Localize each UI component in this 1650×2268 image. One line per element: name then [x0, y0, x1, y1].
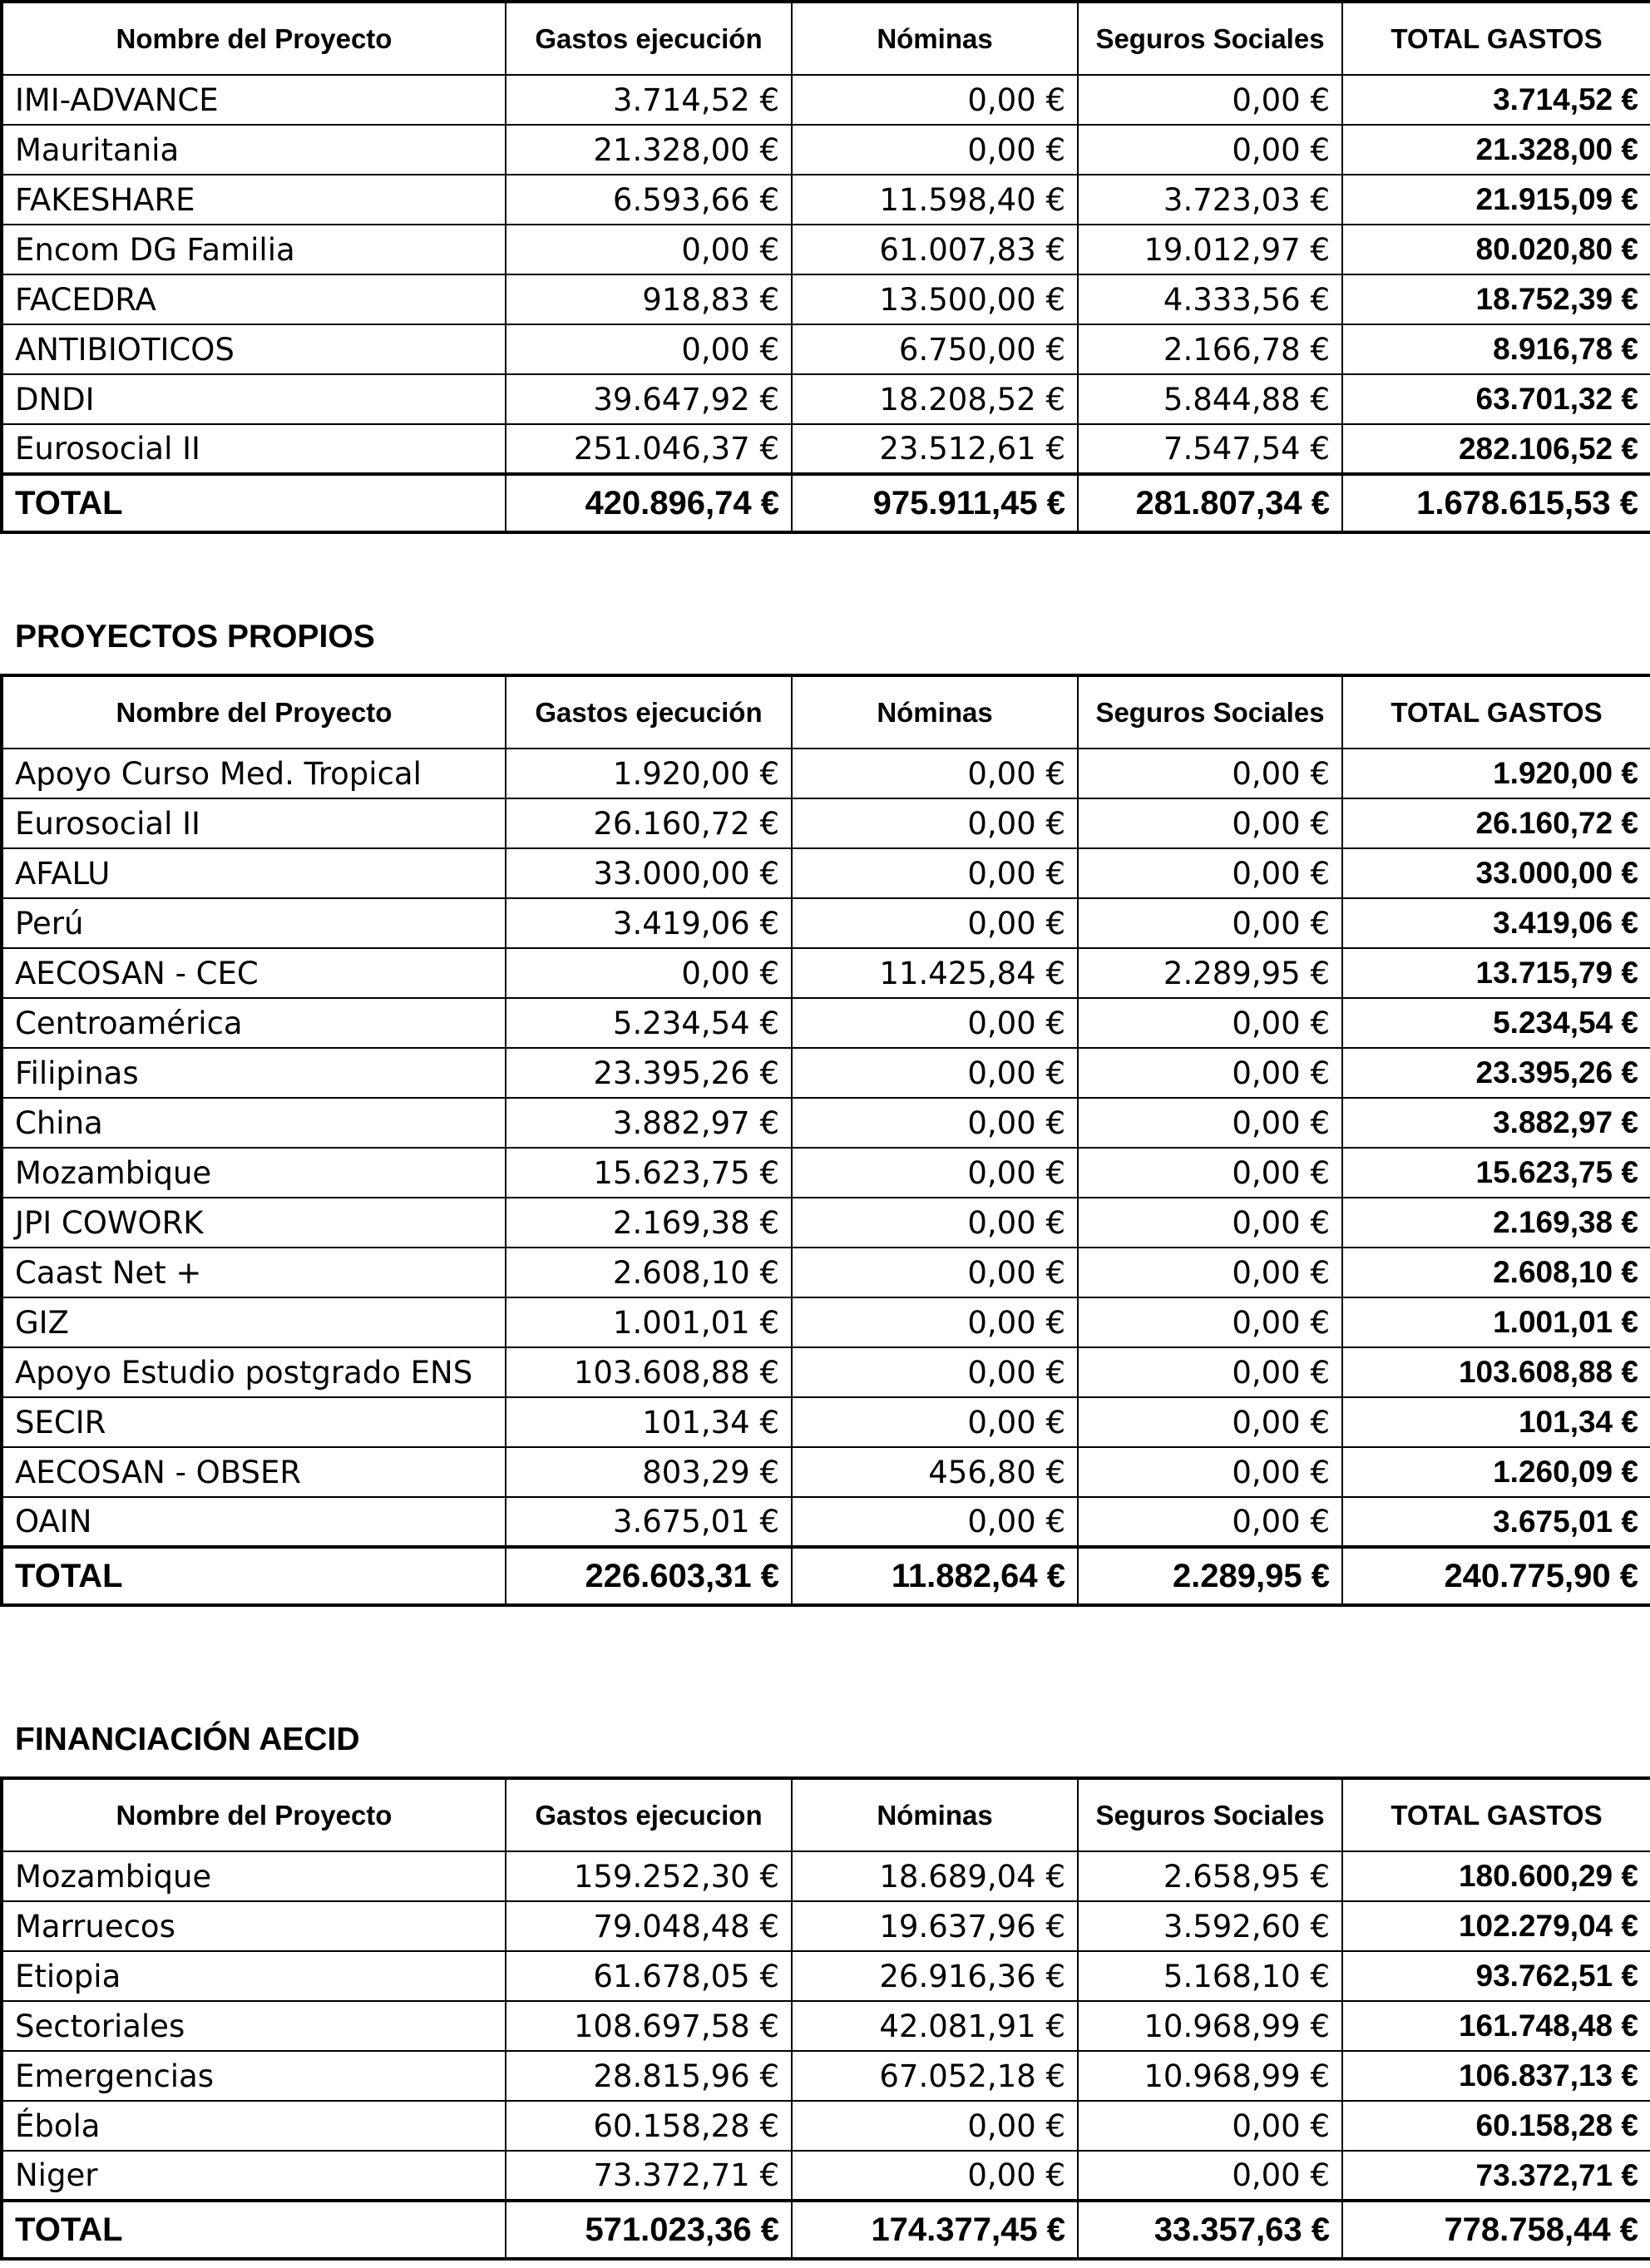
- table-row: [2, 1901, 1650, 1951]
- cell-nombre: Perú: [2, 898, 506, 948]
- header-seguros-sociales: Seguros Sociales: [1078, 1778, 1342, 1851]
- cell-nominas: 61.007,83 €: [792, 225, 1078, 274]
- cell-nominas: 19.637,96 €: [792, 1901, 1078, 1951]
- cell-seguros-sociales: 4.333,56 €: [1078, 274, 1342, 324]
- cell-gastos-ejecucion: 5.234,54 €: [506, 998, 792, 1048]
- section-title-proyectos-propios: PROYECTOS PROPIOS: [15, 619, 375, 655]
- table-row: [2, 274, 1650, 324]
- cell-gastos-ejecucion: 159.252,30 €: [506, 1851, 792, 1901]
- cell-total-gastos: 60.158,28 €: [1342, 2101, 1650, 2151]
- cell-nominas: 0,00 €: [792, 1347, 1078, 1397]
- table-row: [2, 2001, 1650, 2051]
- cell-gastos-ejecucion: 918,83 €: [506, 274, 792, 324]
- cell-total-gastos: 80.020,80 €: [1342, 225, 1650, 274]
- cell-nombre: Mauritania: [2, 125, 506, 175]
- cell-nominas: 0,00 €: [792, 1297, 1078, 1347]
- cell-seguros-sociales: 2.658,95 €: [1078, 1851, 1342, 1901]
- cell-gastos-ejecucion: 26.160,72 €: [506, 798, 792, 848]
- cell-total-gastos: 161.748,48 €: [1342, 2001, 1650, 2051]
- table-row: [2, 374, 1650, 424]
- cell-gastos-ejecucion: 803,29 €: [506, 1447, 792, 1497]
- cell-seguros-sociales: 0,00 €: [1078, 1447, 1342, 1497]
- cell-seguros-sociales: 3.723,03 €: [1078, 175, 1342, 225]
- cell-nombre: Encom DG Familia: [2, 225, 506, 274]
- table-row: [2, 898, 1650, 948]
- cell-nominas: 18.689,04 €: [792, 1851, 1078, 1901]
- cell-gastos-ejecucion: 33.000,00 €: [506, 848, 792, 898]
- table-row: [2, 749, 1650, 798]
- cell-nombre: Apoyo Estudio postgrado ENS: [2, 1347, 506, 1397]
- cell-total-gastos: 93.762,51 €: [1342, 1951, 1650, 2001]
- table-header-row: [2, 2, 1650, 75]
- cell-gastos-ejecucion: 60.158,28 €: [506, 2101, 792, 2151]
- cell-total-gastos: 3.882,97 €: [1342, 1098, 1650, 1148]
- header-gastos-ejecucion: Gastos ejecucion: [506, 1778, 792, 1851]
- header-seguros-sociales: Seguros Sociales: [1078, 2, 1342, 75]
- table-proyectos-propios: [0, 674, 1650, 1607]
- cell-seguros-sociales: 0,00 €: [1078, 749, 1342, 798]
- cell-nominas: 0,00 €: [792, 1198, 1078, 1248]
- cell-nominas: 18.208,52 €: [792, 374, 1078, 424]
- cell-total-gastos: 106.837,13 €: [1342, 2051, 1650, 2101]
- cell-nombre: IMI-ADVANCE: [2, 75, 506, 125]
- cell-nominas: 0,00 €: [792, 2101, 1078, 2151]
- table-row: [2, 998, 1650, 1048]
- table-row: [2, 1397, 1650, 1447]
- table-row: [2, 1048, 1650, 1098]
- header-nominas: Nóminas: [792, 675, 1078, 749]
- total-total-gastos: 1.678.615,53 €: [1342, 474, 1650, 532]
- cell-nombre: Niger: [2, 2151, 506, 2201]
- total-row: [2, 474, 1650, 532]
- total-row: [2, 2201, 1650, 2259]
- cell-nombre: FAKESHARE: [2, 175, 506, 225]
- cell-gastos-ejecucion: 73.372,71 €: [506, 2151, 792, 2201]
- header-nombre: Nombre del Proyecto: [2, 1778, 506, 1851]
- table-row: [2, 798, 1650, 848]
- cell-total-gastos: 3.419,06 €: [1342, 898, 1650, 948]
- cell-gastos-ejecucion: 39.647,92 €: [506, 374, 792, 424]
- cell-nombre: DNDI: [2, 374, 506, 424]
- cell-seguros-sociales: 19.012,97 €: [1078, 225, 1342, 274]
- cell-gastos-ejecucion: 103.608,88 €: [506, 1347, 792, 1397]
- cell-gastos-ejecucion: 0,00 €: [506, 324, 792, 374]
- cell-seguros-sociales: 0,00 €: [1078, 1397, 1342, 1447]
- table-row: [2, 1447, 1650, 1497]
- cell-nominas: 0,00 €: [792, 1148, 1078, 1198]
- cell-seguros-sociales: 0,00 €: [1078, 2101, 1342, 2151]
- header-total-gastos: TOTAL GASTOS: [1342, 675, 1650, 749]
- cell-total-gastos: 3.675,01 €: [1342, 1497, 1650, 1547]
- cell-total-gastos: 5.234,54 €: [1342, 998, 1650, 1048]
- table-row: [2, 848, 1650, 898]
- cell-seguros-sociales: 0,00 €: [1078, 2151, 1342, 2201]
- cell-nombre: Mozambique: [2, 1851, 506, 1901]
- cell-total-gastos: 180.600,29 €: [1342, 1851, 1650, 1901]
- cell-nombre: Emergencias: [2, 2051, 506, 2101]
- cell-gastos-ejecucion: 2.608,10 €: [506, 1248, 792, 1297]
- cell-seguros-sociales: 10.968,99 €: [1078, 2051, 1342, 2101]
- cell-nominas: 0,00 €: [792, 125, 1078, 175]
- cell-total-gastos: 2.608,10 €: [1342, 1248, 1650, 1297]
- header-nominas: Nóminas: [792, 1778, 1078, 1851]
- cell-total-gastos: 15.623,75 €: [1342, 1148, 1650, 1198]
- cell-gastos-ejecucion: 61.678,05 €: [506, 1951, 792, 2001]
- table-row: [2, 2051, 1650, 2101]
- cell-total-gastos: 3.714,52 €: [1342, 75, 1650, 125]
- cell-nominas: 0,00 €: [792, 2151, 1078, 2201]
- cell-total-gastos: 1.260,09 €: [1342, 1447, 1650, 1497]
- cell-seguros-sociales: 2.166,78 €: [1078, 324, 1342, 374]
- cell-nominas: 11.598,40 €: [792, 175, 1078, 225]
- cell-gastos-ejecucion: 0,00 €: [506, 225, 792, 274]
- cell-nombre: Etiopia: [2, 1951, 506, 2001]
- cell-total-gastos: 63.701,32 €: [1342, 374, 1650, 424]
- table-row: [2, 1198, 1650, 1248]
- cell-nominas: 0,00 €: [792, 1048, 1078, 1098]
- total-nominas: 975.911,45 €: [792, 474, 1078, 532]
- cell-nominas: 456,80 €: [792, 1447, 1078, 1497]
- cell-total-gastos: 1.001,01 €: [1342, 1297, 1650, 1347]
- table-row: [2, 2101, 1650, 2151]
- cell-seguros-sociales: 0,00 €: [1078, 1198, 1342, 1248]
- cell-nominas: 0,00 €: [792, 898, 1078, 948]
- total-total-gastos: 240.775,90 €: [1342, 1547, 1650, 1605]
- cell-nombre: AFALU: [2, 848, 506, 898]
- cell-total-gastos: 8.916,78 €: [1342, 324, 1650, 374]
- table-row: [2, 75, 1650, 125]
- section-title-financiacion-aecid: FINANCIACIÓN AECID: [15, 1722, 360, 1757]
- cell-seguros-sociales: 0,00 €: [1078, 75, 1342, 125]
- cell-total-gastos: 73.372,71 €: [1342, 2151, 1650, 2201]
- cell-gastos-ejecucion: 3.419,06 €: [506, 898, 792, 948]
- cell-seguros-sociales: 0,00 €: [1078, 1248, 1342, 1297]
- cell-seguros-sociales: 0,00 €: [1078, 125, 1342, 175]
- cell-nominas: 0,00 €: [792, 1098, 1078, 1148]
- cell-nombre: Eurosocial II: [2, 798, 506, 848]
- cell-gastos-ejecucion: 15.623,75 €: [506, 1148, 792, 1198]
- table-row: [2, 424, 1650, 474]
- cell-seguros-sociales: 0,00 €: [1078, 998, 1342, 1048]
- cell-gastos-ejecucion: 79.048,48 €: [506, 1901, 792, 1951]
- cell-nominas: 0,00 €: [792, 1248, 1078, 1297]
- cell-total-gastos: 282.106,52 €: [1342, 424, 1650, 474]
- cell-total-gastos: 21.915,09 €: [1342, 175, 1650, 225]
- cell-nombre: ANTIBIOTICOS: [2, 324, 506, 374]
- cell-seguros-sociales: 3.592,60 €: [1078, 1901, 1342, 1951]
- cell-nombre: JPI COWORK: [2, 1198, 506, 1248]
- table-header-row: [2, 1778, 1650, 1851]
- total-gastos-ejecucion: 420.896,74 €: [506, 474, 792, 532]
- header-nombre: Nombre del Proyecto: [2, 2, 506, 75]
- cell-nominas: 6.750,00 €: [792, 324, 1078, 374]
- total-seguros-sociales: 281.807,34 €: [1078, 474, 1342, 532]
- cell-total-gastos: 18.752,39 €: [1342, 274, 1650, 324]
- cell-nominas: 0,00 €: [792, 1497, 1078, 1547]
- table-row: [2, 324, 1650, 374]
- table-row: [2, 125, 1650, 175]
- table-row: [2, 1098, 1650, 1148]
- table-row: [2, 225, 1650, 274]
- cell-nombre: OAIN: [2, 1497, 506, 1547]
- cell-nombre: FACEDRA: [2, 274, 506, 324]
- cell-nombre: AECOSAN - OBSER: [2, 1447, 506, 1497]
- table-row: [2, 1951, 1650, 2001]
- header-gastos-ejecucion: Gastos ejecución: [506, 675, 792, 749]
- total-total-gastos: 778.758,44 €: [1342, 2201, 1650, 2259]
- cell-seguros-sociales: 2.289,95 €: [1078, 948, 1342, 998]
- cell-total-gastos: 21.328,00 €: [1342, 125, 1650, 175]
- table-row: [2, 175, 1650, 225]
- header-nombre: Nombre del Proyecto: [2, 675, 506, 749]
- table-proyectos-externos: [0, 0, 1650, 534]
- cell-nominas: 13.500,00 €: [792, 274, 1078, 324]
- cell-seguros-sociales: 0,00 €: [1078, 1347, 1342, 1397]
- total-nominas: 11.882,64 €: [792, 1547, 1078, 1605]
- total-gastos-ejecucion: 571.023,36 €: [506, 2201, 792, 2259]
- cell-seguros-sociales: 0,00 €: [1078, 898, 1342, 948]
- total-row: [2, 1547, 1650, 1605]
- total-nominas: 174.377,45 €: [792, 2201, 1078, 2259]
- table-row: [2, 2151, 1650, 2201]
- total-label: TOTAL: [2, 474, 506, 532]
- cell-seguros-sociales: 0,00 €: [1078, 1497, 1342, 1547]
- cell-nominas: 23.512,61 €: [792, 424, 1078, 474]
- header-gastos-ejecucion: Gastos ejecución: [506, 2, 792, 75]
- cell-gastos-ejecucion: 108.697,58 €: [506, 2001, 792, 2051]
- cell-gastos-ejecucion: 3.882,97 €: [506, 1098, 792, 1148]
- table-row: [2, 1347, 1650, 1397]
- cell-gastos-ejecucion: 2.169,38 €: [506, 1198, 792, 1248]
- table-row: [2, 1297, 1650, 1347]
- cell-gastos-ejecucion: 28.815,96 €: [506, 2051, 792, 2101]
- cell-seguros-sociales: 7.547,54 €: [1078, 424, 1342, 474]
- cell-gastos-ejecucion: 3.714,52 €: [506, 75, 792, 125]
- table-financiacion-aecid: [0, 1776, 1650, 2261]
- total-seguros-sociales: 2.289,95 €: [1078, 1547, 1342, 1605]
- cell-gastos-ejecucion: 23.395,26 €: [506, 1048, 792, 1098]
- header-total-gastos: TOTAL GASTOS: [1342, 2, 1650, 75]
- cell-gastos-ejecucion: 0,00 €: [506, 948, 792, 998]
- cell-total-gastos: 23.395,26 €: [1342, 1048, 1650, 1098]
- table-header-row: [2, 675, 1650, 749]
- cell-total-gastos: 2.169,38 €: [1342, 1198, 1650, 1248]
- cell-nominas: 26.916,36 €: [792, 1951, 1078, 2001]
- cell-nombre: Ébola: [2, 2101, 506, 2151]
- header-total-gastos: TOTAL GASTOS: [1342, 1778, 1650, 1851]
- cell-gastos-ejecucion: 3.675,01 €: [506, 1497, 792, 1547]
- cell-total-gastos: 103.608,88 €: [1342, 1347, 1650, 1397]
- cell-seguros-sociales: 0,00 €: [1078, 798, 1342, 848]
- cell-total-gastos: 13.715,79 €: [1342, 948, 1650, 998]
- cell-total-gastos: 102.279,04 €: [1342, 1901, 1650, 1951]
- cell-nominas: 11.425,84 €: [792, 948, 1078, 998]
- cell-nombre: SECIR: [2, 1397, 506, 1447]
- cell-seguros-sociales: 5.844,88 €: [1078, 374, 1342, 424]
- cell-nombre: Sectoriales: [2, 2001, 506, 2051]
- cell-nombre: GIZ: [2, 1297, 506, 1347]
- cell-nominas: 0,00 €: [792, 848, 1078, 898]
- cell-nominas: 0,00 €: [792, 798, 1078, 848]
- cell-gastos-ejecucion: 1.920,00 €: [506, 749, 792, 798]
- cell-nominas: 67.052,18 €: [792, 2051, 1078, 2101]
- cell-nombre: Mozambique: [2, 1148, 506, 1198]
- cell-seguros-sociales: 0,00 €: [1078, 1048, 1342, 1098]
- cell-total-gastos: 1.920,00 €: [1342, 749, 1650, 798]
- cell-gastos-ejecucion: 1.001,01 €: [506, 1297, 792, 1347]
- header-nominas: Nóminas: [792, 2, 1078, 75]
- cell-gastos-ejecucion: 251.046,37 €: [506, 424, 792, 474]
- cell-nombre: Apoyo Curso Med. Tropical: [2, 749, 506, 798]
- total-label: TOTAL: [2, 2201, 506, 2259]
- cell-nominas: 0,00 €: [792, 1397, 1078, 1447]
- cell-nominas: 0,00 €: [792, 749, 1078, 798]
- cell-nombre: China: [2, 1098, 506, 1148]
- cell-nominas: 42.081,91 €: [792, 2001, 1078, 2051]
- cell-seguros-sociales: 0,00 €: [1078, 1148, 1342, 1198]
- cell-nominas: 0,00 €: [792, 75, 1078, 125]
- cell-total-gastos: 26.160,72 €: [1342, 798, 1650, 848]
- table-row: [2, 1148, 1650, 1198]
- cell-seguros-sociales: 10.968,99 €: [1078, 2001, 1342, 2051]
- table-row: [2, 1248, 1650, 1297]
- cell-gastos-ejecucion: 21.328,00 €: [506, 125, 792, 175]
- table-row: [2, 948, 1650, 998]
- total-gastos-ejecucion: 226.603,31 €: [506, 1547, 792, 1605]
- cell-gastos-ejecucion: 6.593,66 €: [506, 175, 792, 225]
- cell-seguros-sociales: 0,00 €: [1078, 1098, 1342, 1148]
- total-seguros-sociales: 33.357,63 €: [1078, 2201, 1342, 2259]
- table-row: [2, 1851, 1650, 1901]
- header-seguros-sociales: Seguros Sociales: [1078, 675, 1342, 749]
- cell-seguros-sociales: 5.168,10 €: [1078, 1951, 1342, 2001]
- cell-total-gastos: 33.000,00 €: [1342, 848, 1650, 898]
- cell-nombre: Filipinas: [2, 1048, 506, 1098]
- cell-nombre: AECOSAN - CEC: [2, 948, 506, 998]
- cell-seguros-sociales: 0,00 €: [1078, 848, 1342, 898]
- total-label: TOTAL: [2, 1547, 506, 1605]
- cell-nombre: Centroamérica: [2, 998, 506, 1048]
- cell-total-gastos: 101,34 €: [1342, 1397, 1650, 1447]
- cell-nombre: Eurosocial II: [2, 424, 506, 474]
- cell-gastos-ejecucion: 101,34 €: [506, 1397, 792, 1447]
- cell-nombre: Marruecos: [2, 1901, 506, 1951]
- cell-seguros-sociales: 0,00 €: [1078, 1297, 1342, 1347]
- cell-nominas: 0,00 €: [792, 998, 1078, 1048]
- cell-nombre: Caast Net +: [2, 1248, 506, 1297]
- table-row: [2, 1497, 1650, 1547]
